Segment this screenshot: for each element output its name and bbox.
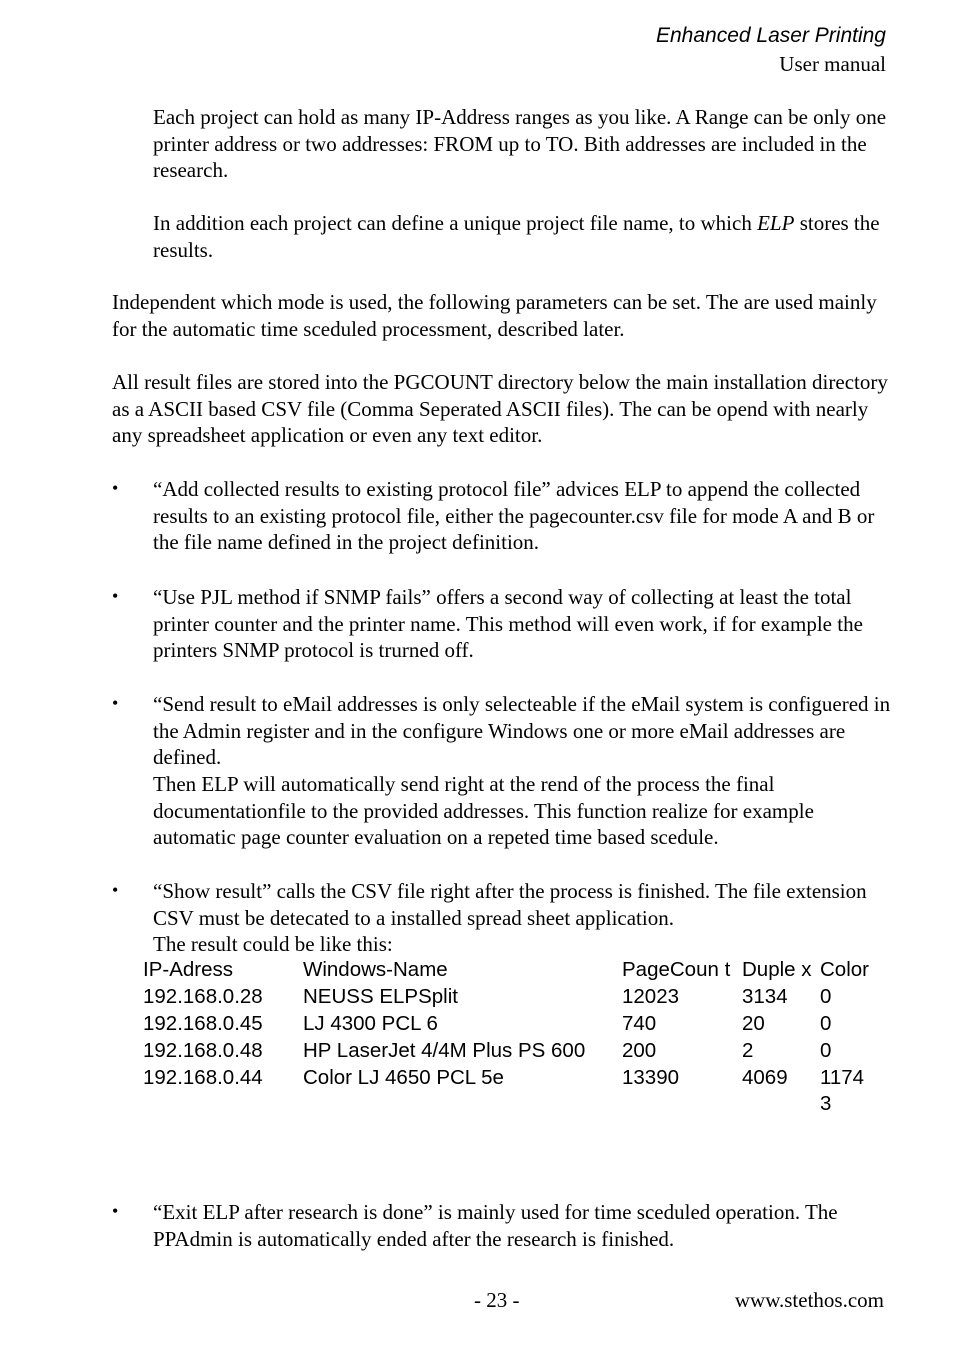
paragraph-project-file-start: In addition each project can define a unique project file name, to which: [153, 211, 758, 235]
cell-duplex: 3134: [742, 985, 788, 1008]
paragraph-project-file-end: stores the results.: [153, 211, 880, 262]
paragraph-parameters: Independent which mode is used, the following parameters can be set. The are used mainly for the automatic time sceduled processment, described later.: [112, 290, 877, 341]
table-row: [143, 1010, 880, 1037]
bullet-exit-elp: “Exit ELP after research is done” is mainly used for time sceduled operation. The PPAdmin is automatically ended after the research is finished.: [153, 1200, 838, 1251]
header-windows-name: Windows-Name: [303, 958, 448, 981]
cell-ip: 192.168.0.48: [143, 1039, 263, 1062]
table-row: [143, 1064, 880, 1117]
cell-pagecount: 740: [622, 1012, 657, 1035]
bullet-pjl-method: “Use PJL method if SNMP fails” offers a second way of collecting at least the total printer counter and the printer name. This method will even work, if for example the printers SNMP protocol is trurned off.: [153, 585, 863, 662]
header-title: Enhanced Laser Printing: [656, 24, 886, 47]
elp-emphasis: ELP: [757, 211, 795, 235]
cell-pagecount: 200: [622, 1039, 657, 1062]
bullet-show-result-example: The result could be like this:: [153, 932, 393, 956]
paragraph-project-file: [153, 210, 893, 263]
header-pagecount: PageCoun t: [622, 958, 731, 981]
cell-color: 0: [820, 1039, 832, 1062]
result-table: [143, 957, 880, 1117]
header-duplex: Duple x: [742, 958, 812, 981]
paragraph-result-files: All result files are stored into the PGCOUNT directory below the main installation directory as a ASCII based CSV file (Comma Seperated ASCII files). The can be opend with nearly any spreadsheet application or even any text editor.: [112, 370, 888, 447]
bullet-marker: •: [112, 586, 119, 606]
header-subtitle: User manual: [779, 52, 886, 76]
table-row: [143, 983, 880, 1010]
table-row: [143, 1037, 880, 1064]
paragraph-ip-ranges: Each project can hold as many IP-Address ranges as you like. A Range can be only one printer address or two addresses: FROM up to TO. Bith addresses are included in the research.: [153, 105, 887, 182]
cell-color: 1174 3: [820, 1066, 865, 1115]
bullet-send-email: “Send result to eMail addresses is only selecteable if the eMail system is configuered in the Admin register and in the configure Windows one or more eMail addresses are defined.: [153, 692, 891, 769]
cell-pagecount: 13390: [622, 1066, 680, 1089]
bullet-send-email-detail: Then ELP will automatically send right at the rend of the process the final documentationfile to the provided addresses. This function realize for example automatic page counter evaluation on a repeted time based scedule.: [153, 772, 814, 849]
cell-ip: 192.168.0.44: [143, 1066, 263, 1089]
cell-name: Color LJ 4650 PCL 5e: [303, 1066, 504, 1089]
cell-name: NEUSS ELPSplit: [303, 985, 458, 1008]
cell-name: LJ 4300 PCL 6: [303, 1012, 438, 1035]
bullet-marker: •: [112, 1201, 119, 1221]
cell-duplex: 2: [742, 1039, 754, 1062]
cell-ip: 192.168.0.45: [143, 1012, 263, 1035]
cell-name: HP LaserJet 4/4M Plus PS 600: [303, 1039, 586, 1062]
table-header-row: [143, 957, 880, 983]
bullet-add-results: “Add collected results to existing protocol file” advices ELP to append the collected results to an existing protocol file, either the pagecounter.csv file for mode A and B or the file name defined in the project definition.: [153, 477, 875, 554]
page-number: - 23 -: [474, 1288, 520, 1312]
bullet-marker: •: [112, 693, 119, 713]
header-ip-adress: IP-Adress: [143, 958, 233, 981]
cell-duplex: 20: [742, 1012, 765, 1035]
bullet-marker: •: [112, 478, 119, 498]
cell-color: 0: [820, 1012, 832, 1035]
cell-ip: 192.168.0.28: [143, 985, 263, 1008]
cell-duplex: 4069: [742, 1066, 788, 1089]
bullet-marker: •: [112, 880, 119, 900]
bullet-show-result: “Show result” calls the CSV file right after the process is finished. The file extension CSV must be detecated to a installed spread sheet application.: [153, 879, 867, 930]
header-color: Color: [820, 958, 869, 981]
cell-color: 0: [820, 985, 832, 1008]
cell-pagecount: 12023: [622, 985, 680, 1008]
footer-url: www.stethos.com: [734, 1288, 884, 1312]
